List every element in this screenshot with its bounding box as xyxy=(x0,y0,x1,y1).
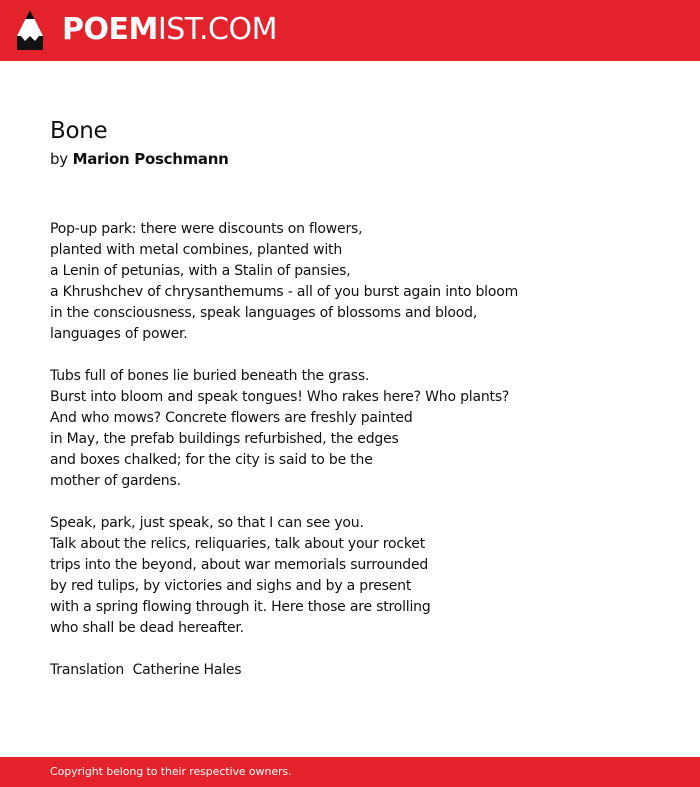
translation-credit: Translation Catherine Hales xyxy=(50,662,242,678)
poem-line: Burst into bloom and speak tongues! Who rakes here? Who plants? xyxy=(50,389,510,405)
logo-light-text: IST.COM xyxy=(157,12,277,47)
by-label: by xyxy=(50,150,68,168)
poem-line: who shall be dead hereafter. xyxy=(50,620,244,636)
poem-line: and boxes chalked; for the city is said to be the xyxy=(50,452,373,468)
poem-line: languages of power. xyxy=(50,326,188,342)
pencil-logo-icon[interactable] xyxy=(17,10,43,50)
poem-line: mother of gardens. xyxy=(50,473,181,489)
poem-line: trips into the beyond, about war memorials surrounded xyxy=(50,557,429,573)
poem-line: in the consciousness, speak languages of blossoms and blood, xyxy=(50,305,478,321)
stanza-3 xyxy=(50,513,650,639)
poem-line: Tubs full of bones lie buried beneath the grass. xyxy=(50,368,370,384)
stanza-1 xyxy=(50,219,650,345)
poem-line: in May, the prefab buildings refurbished, the edges xyxy=(50,431,399,447)
poem-line: planted with metal combines, planted with xyxy=(50,242,343,258)
poem-title: Bone xyxy=(50,118,108,144)
site-header xyxy=(0,0,700,61)
poem-line: with a spring flowing through it. Here those are strolling xyxy=(50,599,431,615)
logo-bold-text: POEM xyxy=(62,12,158,47)
poem-line: a Khrushchev of chrysanthemums - all of you burst again into bloom xyxy=(50,284,519,300)
poem-line: Talk about the relics, reliquaries, talk about your rocket xyxy=(50,536,426,552)
stanza-2 xyxy=(50,366,650,492)
author-name: Marion Poschmann xyxy=(72,150,229,168)
poem-body xyxy=(50,219,650,681)
poem-line: by red tulips, by victories and sighs and by a present xyxy=(50,578,412,594)
poem-line: a Lenin of petunias, with a Stalin of pansies, xyxy=(50,263,351,279)
site-logo[interactable] xyxy=(62,12,277,48)
poem-line: Pop-up park: there were discounts on flowers, xyxy=(50,221,363,237)
copyright-notice: Copyright belong to their respective owners. xyxy=(50,765,292,778)
site-footer xyxy=(0,757,700,787)
poem-line: Speak, park, just speak, so that I can see you. xyxy=(50,515,364,531)
byline xyxy=(50,148,650,170)
poem-content xyxy=(50,114,650,681)
poem-line: And who mows? Concrete flowers are freshly painted xyxy=(50,410,413,426)
